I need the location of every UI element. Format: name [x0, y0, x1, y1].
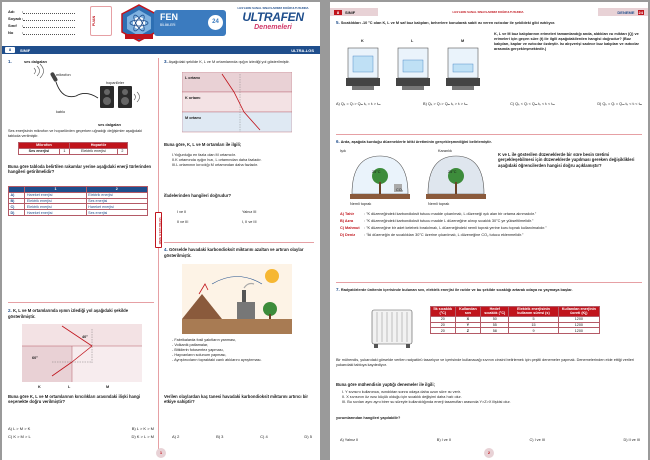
q3-options: [177, 210, 307, 225]
info-row-surname: Soyadı :: [8, 15, 75, 22]
q-divider: [8, 302, 154, 303]
soil-label-l: Nemli toprak: [428, 202, 450, 206]
question-4: 4. Görselde havadaki karbondioksit miktarını azaltan ve artıran olaylar gösterilmiştir.: [164, 247, 304, 258]
q2-options-row2: [8, 434, 154, 439]
beaker-m-label: M: [461, 39, 465, 43]
q7-option-b[interactable]: B) I ve II: [436, 438, 451, 442]
table-row: 20 Y 55 15 1200: [431, 322, 600, 328]
dark-label: Karanlık: [438, 149, 452, 153]
soil-label-k: Nemli toprak: [350, 202, 372, 206]
q7-data-table: İlk sıcaklık (°C) Kullanılan sıvı Hedef sıcaklık (°C) Elektrik enerjisinin kullanım süresi (s) Kullanılan enerjinin ücreti (Kj) 20 X 50 5 1200 20 Y 55 15 1200 20 Z 58 9 1200: [430, 306, 600, 334]
q7-option-a[interactable]: A) Yalnız II: [340, 438, 359, 442]
q1-flow-table: Mikrofon Hoparlör Ses enerjisi 1 Elektrik enerjisi 2: [18, 142, 128, 155]
medium-l-label: L: [68, 385, 71, 389]
question-1: 1.: [8, 59, 12, 64]
q2-option-c[interactable]: C) K > M > L: [8, 434, 31, 439]
table-row: 20 X 50 5 1200: [431, 316, 600, 322]
q4-option-a[interactable]: A) 2: [172, 434, 180, 439]
q6-option-a[interactable]: A) Tahir : "K düzeneğindeki karbondioksit tutucu madde çıkarılmalı, L düzeneği ışık alan bir ortama alınmalıdır.": [340, 212, 537, 216]
q6-option-d[interactable]: D) Deniz : "İki düzeneğin de sıcaklıkları 30°C üzerine çıkarılmalı, L düzeneğine CO₂ tutucu eklenmelidir.": [340, 232, 524, 237]
score-box: PUAN: [90, 6, 112, 36]
q-divider: [336, 134, 642, 135]
medium-k-label: K: [38, 385, 41, 389]
q4-option-b[interactable]: B) 3: [216, 434, 224, 439]
q3-option-d[interactable]: I, II ve III: [242, 219, 257, 224]
q6-answers: [340, 212, 640, 238]
radiator-icon: [370, 306, 414, 350]
q1-option-b[interactable]: B) Elektrik enerjisi Ses enerjisi: [9, 198, 148, 204]
student-info: [8, 8, 75, 36]
q2-angle-60: 60°: [32, 356, 38, 360]
q1-option-a[interactable]: A) Hareket enerjisi Elektrik enerjisi: [9, 192, 148, 198]
medium-m-label: M: [106, 385, 110, 389]
q7-statements: I. Y sıvısını kullanınca, ısındıktan sonra odaya daha uzun süre ısı verir. II. X sıvısının öz ısısı küçük olduğu için sıcaklık değişimi daha hızlı olur. III. Bu sıvıları aynı aynı birer su süreyle kullanıldığında enerji tasarrufları arasında Y>Z>X ilişkisi olur.: [342, 390, 511, 404]
info-row-class: Sınıf :: [8, 22, 75, 29]
beaker-l-label: L: [411, 39, 414, 43]
temp-label-k: 25°C: [372, 170, 381, 174]
surname-field[interactable]: [23, 17, 75, 21]
left-page: Adı : Soyadı : Sınıf : No : PUAN FEN BİLİMLERİ 24 LGS'LERE SANAL SINAVLARIMIZ DOĞRULTUSUNDA ULTRAFEN Denemeleri 8 SINIF ULTRA-LGS ULTRA LGS 8. SINIF 1. ses dalgaları mikrofon hoparlörler kablo ses dalgaları Ses enerjisinin mikrofon ve hoparlörden geçerken uğradığı değişimler aşağıdaki tabloda verilmiştir. Mikrofon Hoparlör Ses enerjisi 1 Elektrik enerjisi 2 Buna göre tabloda belirtilen rakamlar yerine aşağıdaki enerji türlerinden hangileri getirilmelidir? 1 2 A) Hareket enerjisi Elektrik enerjisi B) Elektrik enerjisi Ses enerjisi C) Elektrik enerjisi Hareket enerjisi D) Hareket enerjisi Ses enerjisi 2. K, L ve M ortamlarında ışının izlediği yol aşağıdaki şekilde gösterilmiştir. 40° 60° K L M Buna göre K, L ve M ortamlarının kırıcılıkları arasındaki ilişki hangi seçenekte doğru verilmiştir? A) L > M > K B) L > K > M C) K > M > L D) K > L > M 3. Aşağıdaki şekilde K, L ve M ortamlarında ışığın izlediği yol gösterilmiştir. L ortamı K ortamı M ortamı Buna göre, K, L ve M ortamları ile ilgili; I.Yoğunluğu en fazla olan M ortamıdır. II.K ortamında ışığın hızı, L ortamından daha fazladır. III.L ortamının kırıcılığı M ortamından daha fazladır. ifadelerinden hangileri doğrudur? I ve II Yalnız III II ve III I, II ve III 4. Görselde havadaki karbondioksit miktarını azaltan ve artıran olaylar gösterilmiştir. - Fabrikalarda fosil yakıtların yanması, - Volkanik patlamalar, - Bitkilerin fotosentez yapması, - Hayvanların solunum yapması, - Ayrıştırıcıların topraktaki canlı atıklarını ayrıştırması. Verilen olaylardan kaç tanesi havadaki karbondioksit miktarını artırıcı bir etkiye sahiptir? A) 2 B) 3 C) 4 D) 5 1: [2, 2, 320, 460]
q7-options: [340, 438, 640, 443]
beaker-k-label: K: [361, 39, 364, 43]
number-field[interactable]: [23, 31, 75, 35]
q5-option-b[interactable]: B) Qₖ > Qₗ > Qₘ tₖ > tₗ > tₘ: [423, 102, 468, 106]
question-3: 3. Aşağıdaki şekilde K, L ve M ortamlarında ışığın izlediği yol gösterilmiştir.: [164, 59, 290, 64]
q2-option-d[interactable]: D) K > L > M: [131, 434, 154, 439]
q6-plant-diagram: [348, 150, 488, 202]
q4-option-d[interactable]: D) 5: [304, 434, 312, 439]
q6-option-b[interactable]: B) Azra : "K düzeneğindeki karbondioksit tutucu madde L düzeneğine alınıp sıcaklık 30°C ye yükseltilmelidir.": [340, 218, 534, 223]
q1-option-c[interactable]: C) Elektrik enerjisi Hareket enerjisi: [9, 204, 148, 210]
page-number: 2: [484, 448, 494, 458]
ultrafen-badge-icon: [119, 4, 159, 42]
brand-title: LGS'LERE SANAL SINAVLARIMIZ DOĞRULTUSUNDA ULTRAFEN Denemeleri: [237, 6, 309, 31]
q4-option-c[interactable]: C) 4: [260, 434, 268, 439]
q5-option-a[interactable]: A) Qₖ = Qₗ > Qₘ tₖ = tₗ > tₘ: [336, 102, 381, 106]
question-2: 2. K, L ve M ortamlarında ışının izlediği yol aşağıdaki şekilde gösterilmiştir.: [8, 308, 129, 319]
q4-options: [172, 434, 312, 439]
exam-header: [2, 2, 320, 46]
side-label-box: ULTRA LGS 8. SINIF: [155, 212, 162, 248]
q2-option-a[interactable]: A) L > M > K: [8, 426, 31, 431]
q1-diagram: [16, 60, 152, 120]
q3-option-b[interactable]: Yalnız III: [242, 210, 257, 214]
grade-bar: 8 SINIF ULTRA-LGS: [2, 46, 320, 54]
q2-refraction-diagram: [22, 324, 142, 390]
q3-option-a[interactable]: I ve II: [177, 210, 187, 214]
q2-option-b[interactable]: B) L > K > M: [131, 426, 154, 431]
q5-option-d[interactable]: D) Qₖ = Qₗ = Qₘ tₖ < tₗ < tₘ: [597, 102, 642, 106]
q5-beaker-diagram: [342, 36, 488, 94]
q7-option-c[interactable]: C) I ve III: [529, 438, 545, 442]
q3-option-c[interactable]: II ve III: [177, 219, 189, 224]
info-row-name: Adı :: [8, 8, 75, 15]
q6-option-c[interactable]: C) Mahmut : "K düzeneğine bir adet kelebek bırakılmalı, L düzeneğindeki nemli toprak yerine kuru toprak kullanılmalıdır.": [340, 225, 547, 230]
q1-answer-table: 1 2 A) Hareket enerjisi Elektrik enerjisi B) Elektrik enerjisi Ses enerjisi C) Elektrik enerjisi Hareket enerjisi D) Hareket enerjisi Ses enerjisi: [8, 186, 148, 216]
q-divider: [336, 282, 642, 283]
q4-carbon-cycle-diagram: [182, 264, 292, 334]
light-label: Işık: [340, 149, 346, 153]
q3-media-diagram: [182, 72, 292, 134]
q3-statements: I.Yoğunluğu en fazla olan M ortamıdır. II.K ortamında ışığın hızı, L ortamından daha fazladır. III.L ortamının kırıcılığı M ortamından daha fazladır.: [172, 153, 262, 167]
deneme-number: 24: [208, 15, 223, 30]
q-divider: [164, 242, 314, 243]
q7-option-d[interactable]: D) II ve III: [623, 438, 640, 442]
page-number: 1: [156, 448, 166, 458]
question-5: 5. Sıcaklıkları -10 °C olan K, L ve M saf buz kalıpları, beherlere konularak sabit ısı veren ısıtıcılar ile şekildeki gibi ısıtılıyor.: [336, 20, 556, 25]
medium-m-text: M ortamı: [185, 116, 201, 120]
question-6: 6. Arda, aşağıda kurduğu düzeneklerle bitki üretiminin gerçekleşmediğini belirlemiştir.: [336, 139, 492, 144]
q2-angle-40: 40°: [82, 335, 88, 339]
right-header-bar: 8 SINIF LGS'LERE SANAL SINAVLARIMIZ DOĞRULTUSUNDA DENEME 24: [330, 8, 648, 16]
medium-k-text: K ortamı: [185, 96, 201, 100]
table-row: 20 Z 58 9 1200: [431, 328, 600, 334]
q5-option-c[interactable]: C) Qₖ < Qₗ < Qₘ tₖ < tₗ < tₘ: [510, 102, 555, 106]
question-7: 7. Radyatörlerde ünitenin içerisinde bulunan sıvı, elektrik enerjisi ile ısıtılır ve bu şekilde sıcaklığı artarak odaya ısı yaymaya başlar.: [336, 287, 573, 292]
medium-l-text: L ortamı: [185, 76, 200, 80]
name-field[interactable]: [23, 10, 75, 14]
q2-options-row1: [8, 426, 154, 431]
fen-box: FEN BİLİMLERİ 24: [154, 10, 226, 36]
info-row-no: No :: [8, 29, 75, 36]
right-page: 8 SINIF LGS'LERE SANAL SINAVLARIMIZ DOĞRULTUSUNDA DENEME 24 5. Sıcaklıkları -10 °C olan K, L ve M saf buz kalıpları, beherlere konularak sabit ısı veren ısıtıcılar ile şekildeki gibi ısıtılıyor. K L M K, L ve M buz kalıplarının erimeleri tamamlandığı anda, aldıkları ısı miktarı (Q) ve erimeleri için geçen süre (t) ile ilgili aşağıdakilerden hangisi doğrudur? (Buz kalıpları, kaplar ve ısıtıcılar özdeştir. Isı alışverişi sadece buz kalıpları ve ısıtıcılar arasında gerçekleşmektedir.) A) Qₖ = Qₗ > Qₘ tₖ = tₗ > tₘ B) Qₖ > Qₗ > Qₘ tₖ > tₗ > tₘ C) Qₖ < Qₗ < Qₘ tₖ < tₗ < tₘ D) Qₖ = Qₗ = Qₘ tₖ < tₗ < tₘ 6. Arda, aşağıda kurduğu düzeneklerle bitki üretiminin gerçekleşmediğini belirlemiştir. Işık Karanlık 25°C 25°C CO₂ Nemli toprak Nemli toprak K ve L ile gösterilen düzeneklerde bir süre besin üretimi gerçekleşebilmesi için düzeneklerde yapılması gereken değişiklikleri aşağıdaki öğrencilerden hangisi doğru açıklamıştır? A) Tahir : "K düzeneğindeki karbondioksit tutucu madde çıkarılmalı, L düzeneği ışık alan bir ortama alınmalıdır." B) Azra : "K düzeneğindeki karbondioksit tutucu madde L düzeneğine alınıp sıcaklık 30°C ye yükseltilmelidir." C) Mahmut : "K düzeneğine bir adet kelebek bırakılmalı, L düzeneğindeki nemli toprak yerine kuru toprak kullanılmalıdır." D) Deniz : "İki düzeneğin de sıcaklıkları 30°C üzerine çıkarılmalı, L düzeneğine CO₂ tutucu eklenmelidir." 7. Radyatörlerde ünitenin içerisinde bulunan sıvı, elektrik enerjisi ile ısıtılır ve bu şekilde sıcaklığı artarak odaya ısı yaymaya başlar. İlk sıcaklık (°C) Kullanılan sıvı Hedef sıcaklık (°C) Elektrik enerjisinin kullanım süresi (s) Kullanılan enerjinin ücreti (Kj) 20 X 50 5 1200 20 Y 55 15 1200 20 Z 58 9 1200 Bir mühendis, yukarıdaki görselde verilen radyatörü tasarlıyor ve içerisinde kullanacağı sıvının cinsini belirlemek için çeşitli denemeler yapmak. Denemelerinden elde ettiği verileri yukarıdaki tabloya kaydediyor. Buna göre mühendisin yaptığı denemeler ile ilgili; I. Y sıvısını kullanınca, ısındıktan sonra odaya daha uzun süre ısı verir. II. X sıvısının öz ısısı küçük olduğu için sıcaklık değişimi daha hızlı olur. III. Bu sıvıları aynı aynı birer su süreyle kullanıldığında enerji tasarrufları arasında Y>Z>X ilişkisi olur. yorumlarından hangileri yapılabilir? A) Yalnız II B) I ve II C) I ve III D) II ve III 2: [330, 2, 648, 460]
column-divider: [158, 58, 159, 450]
q4-events-list: - Fabrikalarda fosil yakıtların yanması, - Volkanik patlamalar, - Bitkilerin fotosentez yapması, - Hayvanların solunum yapması, - Ayrıştırıcıların topraktaki canlı atıklarını ayrıştırması.: [172, 338, 262, 362]
q1-option-d[interactable]: D) Hareket enerjisi Ses enerjisi: [9, 210, 148, 216]
co2-label: CO₂: [396, 188, 404, 192]
temp-label-l: 25°C: [448, 170, 457, 174]
q5-options: [336, 102, 642, 107]
class-field[interactable]: [23, 24, 75, 28]
